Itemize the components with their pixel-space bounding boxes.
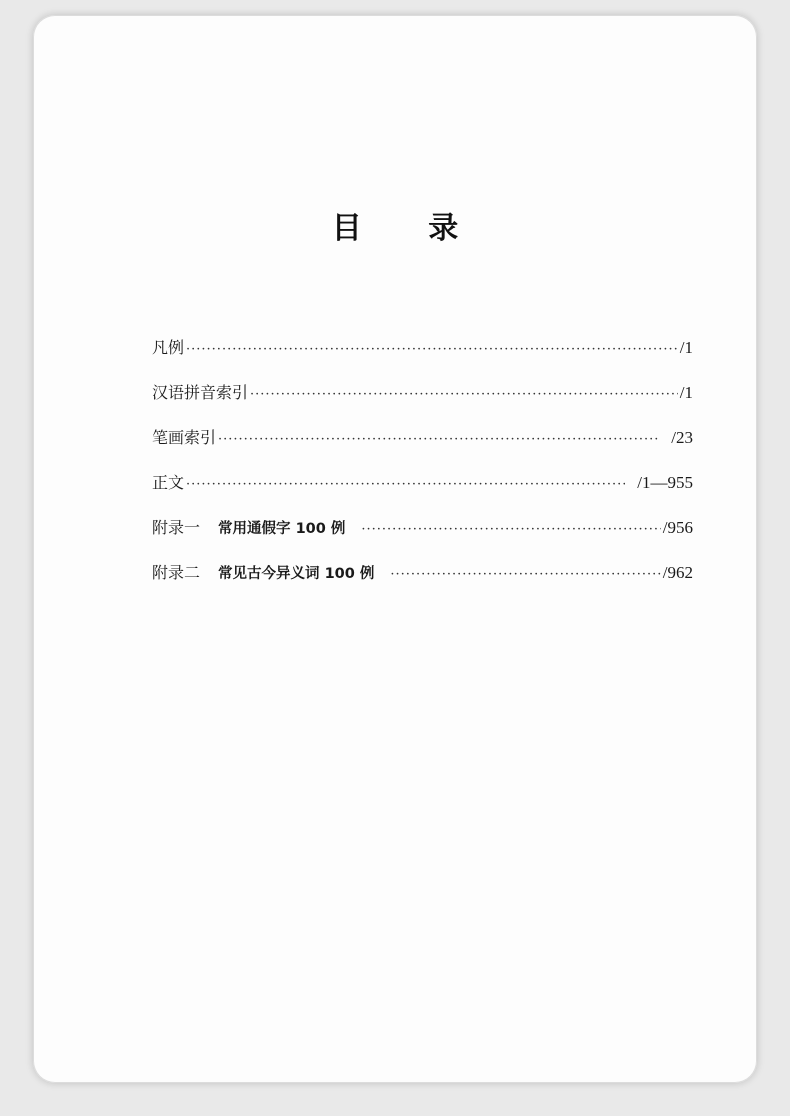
table-of-contents xyxy=(152,335,693,605)
toc-entry-subtitle: 常见古今异义词 100 例 xyxy=(218,566,375,582)
toc-entry-appendix-2[interactable] xyxy=(152,560,693,605)
toc-entry-page: /1 xyxy=(679,383,693,402)
toc-entry-appendix-1[interactable] xyxy=(152,515,693,560)
toc-entry-fanli[interactable] xyxy=(152,335,693,380)
toc-entry-page: /962 xyxy=(662,563,693,582)
dot-leader xyxy=(186,342,678,357)
toc-entry-subtitle: 常用通假字 100 例 xyxy=(218,521,346,537)
toc-entry-main-text[interactable] xyxy=(152,470,693,515)
dot-leader xyxy=(390,567,660,582)
toc-entry-page: /956 xyxy=(662,518,693,537)
page-title: 目 录 xyxy=(331,211,487,246)
toc-entry-label: 附录一 xyxy=(152,518,201,537)
toc-entry-page: /1—955 xyxy=(637,473,693,492)
toc-entry-label: 凡例 xyxy=(152,338,185,357)
dot-leader xyxy=(186,477,625,492)
dot-leader xyxy=(250,387,678,402)
toc-entry-label: 正文 xyxy=(152,473,185,492)
toc-entry-label: 附录二 xyxy=(152,563,201,582)
dot-leader xyxy=(218,432,659,447)
document-page xyxy=(33,15,757,1083)
toc-entry-stroke-index[interactable] xyxy=(152,425,693,470)
toc-entry-pinyin-index[interactable] xyxy=(152,380,693,425)
toc-entry-page: /1 xyxy=(679,338,693,357)
dot-leader xyxy=(361,522,660,537)
toc-entry-label: 笔画索引 xyxy=(152,428,217,447)
toc-entry-label: 汉语拼音索引 xyxy=(152,383,249,402)
toc-entry-page: /23 xyxy=(671,428,693,447)
